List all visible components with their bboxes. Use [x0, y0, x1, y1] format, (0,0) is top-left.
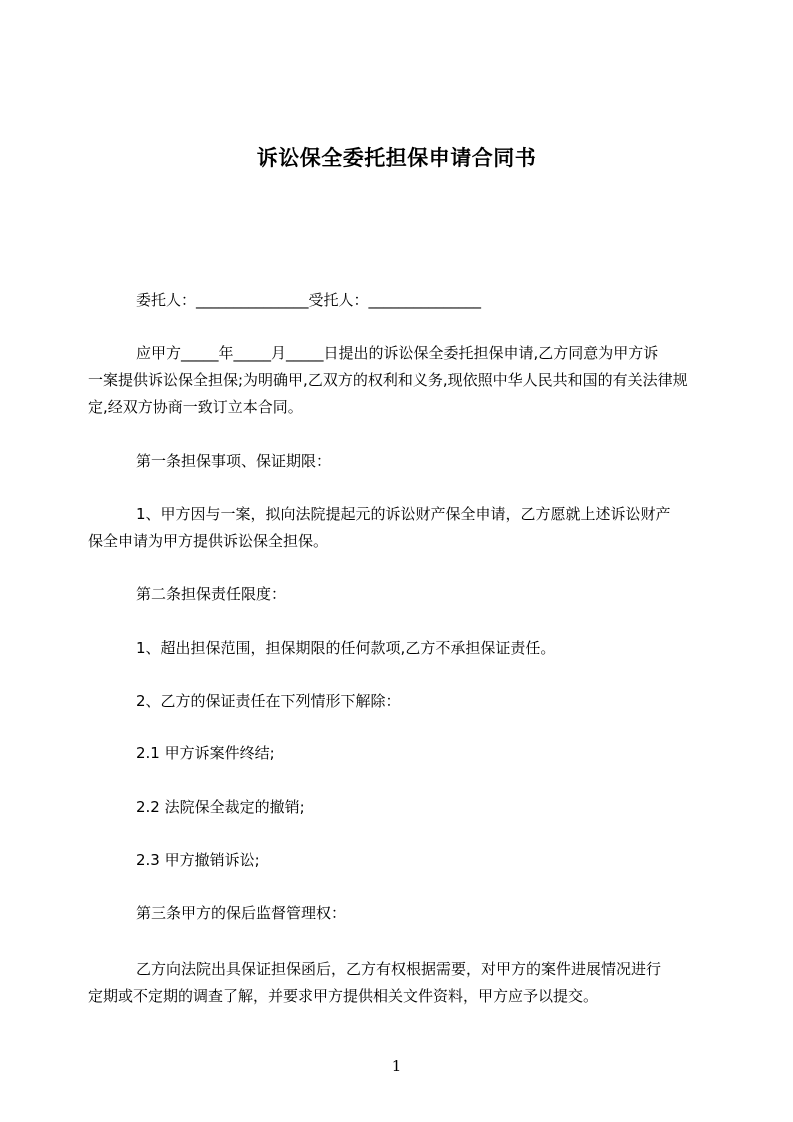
article3-body-rest: 定期或不定期的调查了解，并要求甲方提供相关文件资料，甲方应予以提交。: [88, 987, 599, 1005]
article2-sub2: 2.2 法院保全裁定的撤销;: [136, 798, 305, 816]
article1-heading: 第一条担保事项、保证期限：: [136, 452, 332, 470]
article3-heading: 第三条甲方的保后监督管理权：: [136, 904, 347, 922]
article2-sub1: 2.1 甲方诉案件终结;: [136, 744, 275, 762]
intro-line-1: 应甲方_____年_____月_____日提出的诉讼保全委托担保申请,乙方同意为甲方诉: [136, 344, 659, 362]
article1-item1-rest: 保全申请为甲方提供诉讼保全担保。: [88, 532, 329, 550]
intro-paragraph: [88, 340, 706, 421]
article2-sub3: 2.3 甲方撤销诉讼;: [136, 851, 260, 869]
article3-body-line1: 乙方向法院出具保证担保函后，乙方有权根据需要，对甲方的案件进展情况进行: [136, 960, 662, 978]
article1-item1: [88, 501, 706, 555]
intro-rest: 一案提供诉讼保全担保;为明确甲,乙双方的权利和义务,现依照中华人民共和国的有关法律规定,经双方协商一致订立本合同。: [88, 371, 688, 416]
article2-item1: 1、超出担保范围，担保期限的任何款项,乙方不承担保证责任。: [136, 639, 556, 657]
parties-line: 委托人：_______________受托人：_______________: [136, 291, 482, 309]
article2-item2: 2、乙方的保证责任在下列情形下解除：: [136, 692, 401, 710]
document-title: 诉讼保全委托担保申请合同书: [256, 146, 537, 170]
article1-item1-line1: 1、甲方因与一案，拟向法院提起元的诉讼财产保全申请，乙方愿就上述诉讼财产: [136, 505, 671, 523]
article3-body: [88, 956, 706, 1010]
article2-heading: 第二条担保责任限度：: [136, 585, 287, 603]
page-number: 1: [391, 1057, 402, 1075]
